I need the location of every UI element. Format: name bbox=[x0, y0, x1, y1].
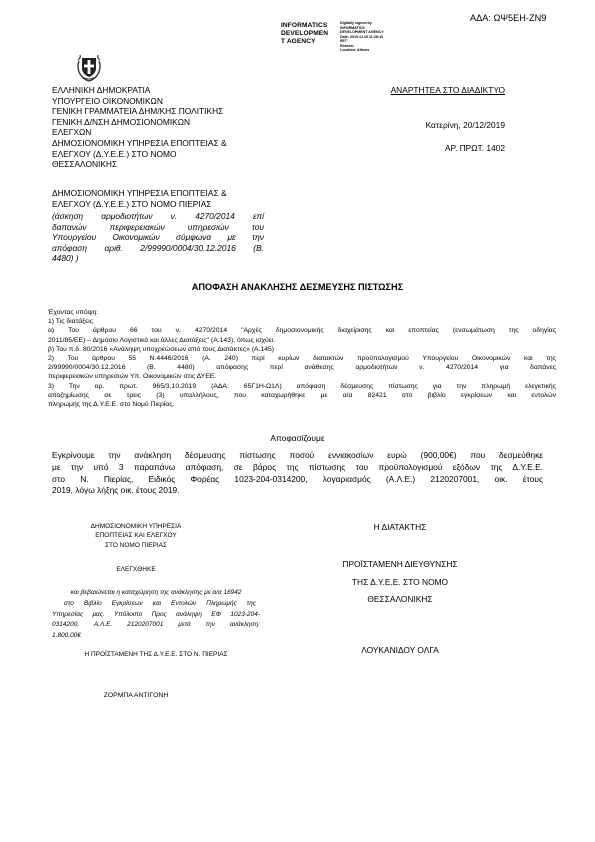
authorizing-name: ΛΟΥΚΑΝΙΔΟΥ ΟΛΓΑ bbox=[361, 645, 439, 655]
authority-block bbox=[52, 188, 272, 209]
registration-certificate bbox=[52, 588, 260, 642]
checking-service bbox=[66, 522, 206, 550]
consideration-line: 3) Την αρ. πρωτ. 965/3.10.2019 (ΑΔΑ: 65Γ1Η-Ω1Λ) απόφαση δέσμευσης πίστωσης για την πληρωμή ελεγκτικής bbox=[48, 382, 556, 390]
issuer-line: ΕΛΕΓΧΩΝ bbox=[52, 127, 92, 138]
signature-detail: DEVELOPMENT AGENCY bbox=[340, 30, 384, 34]
authorizing-title bbox=[326, 556, 474, 609]
consideration-line: 2) Του άρθρου 55 Ν.4446/2016 (Α. 240) περί κυρίων διατακτών προϋπολογισμού Υπουργείου Οικονομικών και της bbox=[48, 355, 556, 363]
note-line: απόφαση αριθ. 2/99990/0004/30.12.2016 (Β. bbox=[52, 242, 264, 253]
signature-detail: Date: 2019.12.20 11:28:10 bbox=[340, 34, 384, 39]
certificate-line: 1.800,00€ bbox=[52, 632, 81, 640]
certificate-line: στο Βιβλίο Εγκρίσεων και Εντολών Πληρωμής της bbox=[64, 599, 256, 607]
issuer-line: ΔΗΜΟΣΙΟΝΟΜΙΚΗ ΥΠΗΡΕΣΙΑ ΕΠΟΠΤΕΙΑΣ & bbox=[52, 137, 227, 148]
title-line: ΘΕΣΣΑΛΟΝΙΚΗΣ bbox=[367, 594, 433, 604]
title-line: ΠΡΟΪΣΤΑΜΕΝΗ ΔΙΕΥΘΥΝΣΗΣ bbox=[342, 559, 458, 569]
consideration-line: περιφερειακών υπηρεσιών Υπ. Οικονομικών στις ΔΥΕΕ. bbox=[48, 373, 217, 381]
certificate-line: και βεβαιώνεται η καταχώρηση της ανάκλησης με α/α 16942 bbox=[70, 589, 242, 596]
decide-heading: Αποφασίζουμε bbox=[270, 433, 325, 443]
issuer-line: ΘΕΣΣΑΛΟΝΙΚΗΣ bbox=[52, 159, 118, 170]
certificate-line: Υπηρεσίας μας. Υπόλοιπο Προς ανάληψη ΕΦ 1023-204- bbox=[52, 610, 260, 618]
consideration-line: πληρωμής της Δ.Υ.Ε.Ε. στο Νομό Πιερίας. bbox=[48, 401, 175, 409]
decision-line: 2019, λόγω λήξης οικ. έτους 2019. bbox=[52, 485, 180, 496]
authority-line: ΔΗΜΟΣΙΟΝΟΜΙΚΗ ΥΠΗΡΕΣΙΑ ΕΠΟΠΤΕΙΑΣ & bbox=[52, 188, 227, 198]
issuer-line: ΥΠΟΥΡΓΕΙΟ ΟΙΚΟΝΟΜΙΚΩΝ bbox=[52, 95, 163, 106]
note-line: Υπουργείου Οικονομικών σύμφωνα με την bbox=[52, 232, 264, 243]
signature-detail: Location: Athens bbox=[340, 48, 370, 52]
consideration-line: 1) Τις διατάξεις bbox=[48, 318, 93, 326]
issuer-line: ΓΕΝΙΚΗ Δ/ΝΣΗ ΔΗΜΟΣΙΟΝΟΜΙΚΩΝ bbox=[52, 116, 191, 127]
agency-line: INFORMATICS bbox=[281, 22, 328, 29]
pieria-head-name: ΖΟΡΜΠΑ ΑΝΤΙΓΟΝΗ bbox=[103, 692, 169, 699]
consideration-line: Έχοντας υπόψη: bbox=[48, 309, 99, 316]
considerations bbox=[48, 308, 556, 409]
note-line: δαπανών περιφερειακών υπηρεσιών του bbox=[52, 221, 264, 232]
checked-label: ΕΛΕΓΧΘΗΚΕ bbox=[116, 566, 156, 573]
consideration-line: 2011/85/ΕΕ) – Δημόσιο Λογιστικό και άλλες Διατάξεις" (Α.143), όπως ισχύει. bbox=[48, 336, 276, 344]
service-line: ΔΗΜΟΣΙΟΝΟΜΙΚΗ ΥΠΗΡΕΣΙΑ bbox=[90, 523, 182, 530]
pieria-head-role: Η ΠΡΟΪΣΤΑΜΕΝΗ ΤΗΣ Δ.Υ.Ε.Ε. ΣΤΟ Ν. ΠΙΕΡΙΑΣ bbox=[84, 651, 228, 658]
authority-note bbox=[52, 211, 264, 264]
issuer-line: ΓΕΝΙΚΗ ΓΡΑΜΜΑΤΕΙΑ ΔΗΜ/ΚΗΣ ΠΟΛΙΤΙΚΗΣ bbox=[52, 106, 224, 117]
authority-line: ΕΛΕΓΧΟΥ (Δ.Υ.Ε.Ε.) ΣΤΟ ΝΟΜΟ ΠΙΕΡΙΑΣ bbox=[52, 198, 212, 209]
greek-coat-of-arms-icon bbox=[76, 52, 102, 82]
service-line: ΕΠΟΠΤΕΙΑΣ ΚΑΙ ΕΛΕΓΧΟΥ bbox=[95, 532, 177, 540]
place-date: Κατερίνη, 20/12/2019 bbox=[425, 120, 505, 130]
consideration-line: 2/99990/0004/30.12.2016 (Β. 4480) απόφασης περί ανάθεσης αρμοδιοτήτων ν. 4270/2014 για δαπάνες bbox=[48, 364, 556, 372]
consideration-line: β) Του π.δ. 80/2016 «Ανάληψη υποχρεώσεων από τους Διατάκτες» (Α.145) bbox=[48, 345, 275, 353]
title-line: ΤΗΣ Δ.Υ.Ε.Ε. ΣΤΟ ΝΟΜΟ bbox=[351, 576, 449, 587]
consideration-line: α) Του άρθρου 66 του ν. 4270/2014 "Αρχές δημοσιονομικής διαχείρισης και εποπτείας (ενσωμάτωση της οδηγίας bbox=[48, 327, 556, 335]
issuer-line: ΕΛΛΗΝΙΚΗ ΔΗΜΟΚΡΑΤΙΑ bbox=[52, 85, 151, 95]
signature-detail: INFORMATICS bbox=[340, 25, 365, 30]
decision-line: στο Ν. Πιερίας, Ειδικός Φορέας 1023-204-0314200, λογαριασμός (Α.Λ.Ε.) 2120207001, οικ. έτους bbox=[52, 473, 543, 484]
consideration-line: αποζημίωσης σε τρεις (3) υπαλλήλους, που καταχωρήθηκε με α/α 82421 στο βιβλίο εγκρίσεων και εντολών bbox=[48, 391, 556, 399]
signature-detail: Digitally signed by bbox=[340, 21, 372, 25]
decision-text bbox=[52, 450, 543, 497]
protocol-number: ΑΡ. ΠΡΩΤ. 1402 bbox=[444, 143, 505, 153]
agency-line: DEVELOPMEN bbox=[281, 30, 329, 37]
document-title: ΑΠΟΦΑΣΗ ΑΝΑΚΛΗΣΗΣ ΔΕΣΜΕΥΣΗΣ ΠΙΣΤΩΣΗΣ bbox=[191, 282, 404, 292]
decision-line: Εγκρίνουμε την ανάκληση δέσμευσης πίστωσης ποσού εννιακοσίων ευρώ (900,00€) που δεσμεύθηκε bbox=[52, 450, 543, 460]
signature-details bbox=[340, 21, 420, 53]
note-line: 4480) ) bbox=[52, 253, 79, 264]
agency-line: T AGENCY bbox=[281, 38, 316, 45]
signature-detail: EET bbox=[340, 39, 347, 43]
certificate-line: 0314200, Α.Λ.Ε. 2120207001 μετά την ανάκληση: bbox=[52, 621, 260, 629]
signature-detail: Reason: bbox=[340, 43, 355, 48]
signature-agency bbox=[281, 22, 337, 46]
issuer-header bbox=[52, 85, 282, 170]
service-line: ΣΤΟ ΝΟΜΟ ΠΙΕΡΙΑΣ bbox=[104, 541, 168, 549]
decision-line: με την υπό 3 παραπάνω απόφαση, σε βάρος της πίστωσης του προϋπολογισμού εξόδων της Δ.Υ.Ε.Ε. bbox=[52, 461, 543, 472]
note-line: (άσκηση αρμοδιοτήτων ν. 4270/2014 επί bbox=[52, 211, 264, 221]
posting-notice: ΑΝΑΡΤΗΤΕΑ ΣΤΟ ΔΙΑΔΙΚΤΥΟ bbox=[390, 85, 505, 95]
ada-code: ΑΔΑ: ΩΨ5ΕΗ-ΖΝ9 bbox=[470, 13, 547, 23]
authorizing-role: Η ΔΙΑΤΑΚΤΗΣ bbox=[373, 522, 427, 532]
issuer-line: ΕΛΕΓΧΟΥ (Δ.Υ.Ε.Ε.) ΣΤΟ ΝΟΜΟ bbox=[52, 148, 177, 159]
